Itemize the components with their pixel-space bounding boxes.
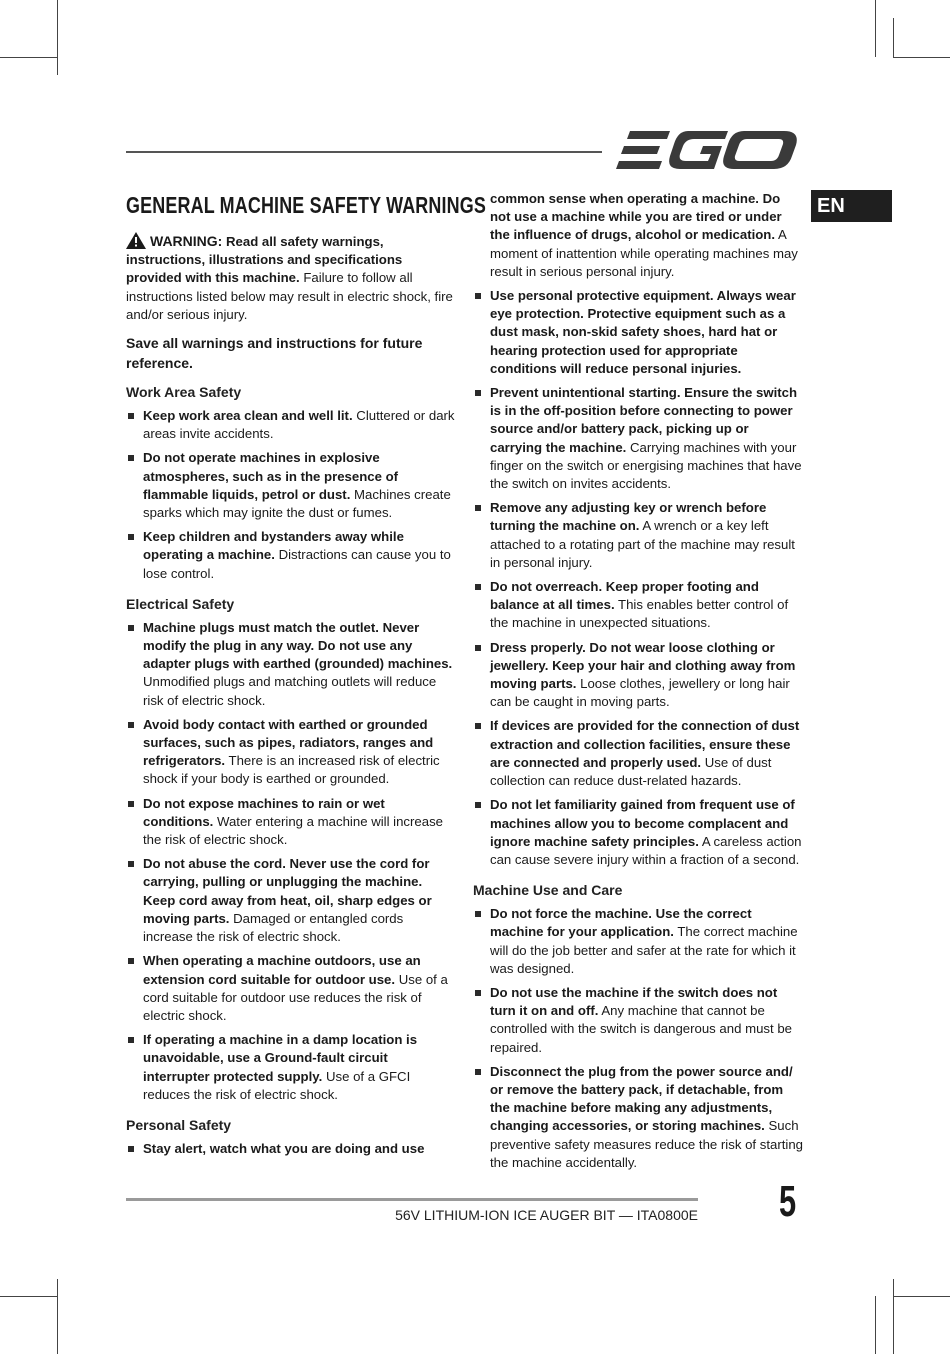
page-number: 5	[779, 1177, 797, 1226]
header-rule	[126, 151, 602, 153]
bullet-icon	[128, 1146, 134, 1152]
right-column	[473, 190, 803, 1183]
list-item: Remove any adjusting key or wrench before turning the machine on. A wrench or a key left attached to a rotating part of the machine may result in personal injury.	[473, 499, 803, 572]
bullet-icon	[475, 293, 481, 299]
bullet-icon	[128, 722, 134, 728]
list-item: Do not abuse the cord. Never use the cord for carrying, pulling or unplugging the machine. Keep cord away from heat, oil, sharp edges or moving parts. Damaged or entangled cords increase the risk of electric shock.	[126, 855, 456, 946]
bullet-icon	[128, 455, 134, 461]
bullet-icon	[475, 505, 481, 511]
list-item: Do not force the machine. Use the correct machine for your application. The correct machine will do the job better and safer at the rate for which it was designed.	[473, 905, 803, 978]
bullet-icon	[475, 1069, 481, 1075]
list-item: Do not overreach. Keep proper footing and balance at all times. This enables better control of the machine in unexpected situations.	[473, 578, 803, 633]
machine-use-list	[473, 905, 803, 1172]
bullet-icon	[128, 1037, 134, 1043]
bullet-icon	[475, 584, 481, 590]
warning-triangle-icon	[126, 232, 146, 249]
bullet-icon	[475, 990, 481, 996]
crop-mark	[893, 57, 950, 58]
work-area-list	[126, 407, 456, 583]
list-item: If devices are provided for the connection of dust extraction and collection facilities, ensure these are connected and properly used. Use of dust collection can reduce dust-related hazards.	[473, 717, 803, 790]
bullet-icon	[128, 625, 134, 631]
list-item: Do not let familiarity gained from frequent use of machines allow you to become complacent and ignore machine safety principles. A careless action can cause severe injury within a fraction of a second.	[473, 796, 803, 869]
list-item: Disconnect the plug from the power source and/ or remove the battery pack, if detachable, from the machine before making any adjustments, changing accessories, or storing machines. Such preventive safety measures reduce the risk of starting the machine accidentally.	[473, 1063, 803, 1172]
section-heading-personal: Personal Safety	[126, 1116, 232, 1133]
language-tab[interactable]: EN	[811, 190, 892, 222]
bullet-icon	[128, 958, 134, 964]
electrical-list	[126, 619, 456, 1104]
crop-mark	[875, 1296, 876, 1354]
list-item-continuation: common sense when operating a machine. Do not use a machine while you are tired or under the influence of drugs, alcohol or medication. A moment of inattention while operating machines may result in serious personal injury.	[490, 191, 798, 279]
warning-block	[126, 232, 456, 324]
list-item: Keep children and bystanders away while operating a machine. Distractions can cause you to lose control.	[126, 528, 456, 583]
list-item: Do not expose machines to rain or wet conditions. Water entering a machine will increase the risk of electric shock.	[126, 795, 456, 850]
warning-bold-text: Read all safety warnings, instructions, illustrations and specifications provided with this machine.	[126, 234, 403, 286]
list-item: Prevent unintentional starting. Ensure the switch is in the off-position before connecting to power source and/or battery pack, picking up or carrying the machine. Carrying machines with your finger on the switch or energising machines that have the switch on invites accidents.	[473, 384, 803, 493]
crop-mark	[57, 0, 58, 75]
save-note: Save all warnings and instructions for future reference.	[126, 335, 423, 372]
bullet-icon	[128, 534, 134, 540]
bullet-icon	[475, 911, 481, 917]
bullet-icon	[128, 413, 134, 419]
personal-list	[473, 287, 803, 869]
left-column	[126, 190, 487, 1169]
warning-text: Failure to follow all instructions listed below may result in electric shock, fire and/or serious injury.	[126, 270, 453, 322]
list-item: Avoid body contact with earthed or grounded surfaces, such as pipes, radiators, ranges and refrigerators. There is an increased risk of electric shock if your body is earthed or grounded.	[126, 716, 456, 789]
crop-mark	[875, 0, 876, 57]
bullet-icon	[475, 390, 481, 396]
footer-product-name: 56V LITHIUM-ION ICE AUGER BIT — ITA0800E	[395, 1207, 698, 1223]
bullet-icon	[128, 801, 134, 807]
crop-mark	[0, 57, 57, 58]
list-item: Dress properly. Do not wear loose clothing or jewellery. Keep your hair and clothing away from moving parts. Loose clothes, jewellery or long hair can be caught in moving parts.	[473, 639, 803, 712]
crop-mark	[893, 1279, 894, 1354]
list-item: Stay alert, watch what you are doing and use	[126, 1140, 456, 1158]
list-item: If operating a machine in a damp location is unavoidable, use a Ground-fault circuit interrupter protected supply. Use of a GFCI reduces the risk of electric shock.	[126, 1031, 456, 1104]
crop-mark	[57, 1279, 58, 1354]
list-item: Use personal protective equipment. Always wear eye protection. Protective equipment such as a dust mask, non-skid safety shoes, hard hat or hearing protection used for appropriate conditions will reduce personal injuries.	[473, 287, 803, 378]
personal-list-start	[126, 1140, 456, 1158]
section-heading-machine-use: Machine Use and Care	[473, 882, 623, 899]
warning-label: WARNING:	[150, 233, 223, 249]
section-heading-electrical: Electrical Safety	[126, 595, 235, 612]
list-item: Do not use the machine if the switch does not turn it on and off. Any machine that cannot be controlled with the switch is dangerous and must be repaired.	[473, 984, 803, 1057]
list-item: Machine plugs must match the outlet. Never modify the plug in any way. Do not use any adapter plugs with earthed (grounded) machines. Unmodified plugs and matching outlets will reduce risk of electric shock.	[126, 619, 456, 710]
list-item: Do not operate machines in explosive atmospheres, such as in the presence of flammable liquids, petrol or dust. Machines create sparks which may ignite the dust or fumes.	[126, 449, 456, 522]
crop-mark	[893, 18, 894, 58]
list-item: Keep work area clean and well lit. Cluttered or dark areas invite accidents.	[126, 407, 456, 443]
bullet-icon	[475, 802, 481, 808]
bullet-icon	[475, 723, 481, 729]
page-title: GENERAL MACHINE SAFETY WARNINGS	[126, 192, 487, 218]
bullet-icon	[475, 645, 481, 651]
crop-mark	[0, 1296, 57, 1297]
crop-mark	[893, 1296, 950, 1297]
ego-logo	[616, 128, 800, 172]
list-item: When operating a machine outdoors, use an extension cord suitable for outdoor use. Use of a cord suitable for outdoor use reduces the risk of electric shock.	[126, 952, 456, 1025]
section-heading-work-area: Work Area Safety	[126, 384, 242, 401]
footer-rule	[126, 1198, 698, 1201]
bullet-icon	[128, 861, 134, 867]
